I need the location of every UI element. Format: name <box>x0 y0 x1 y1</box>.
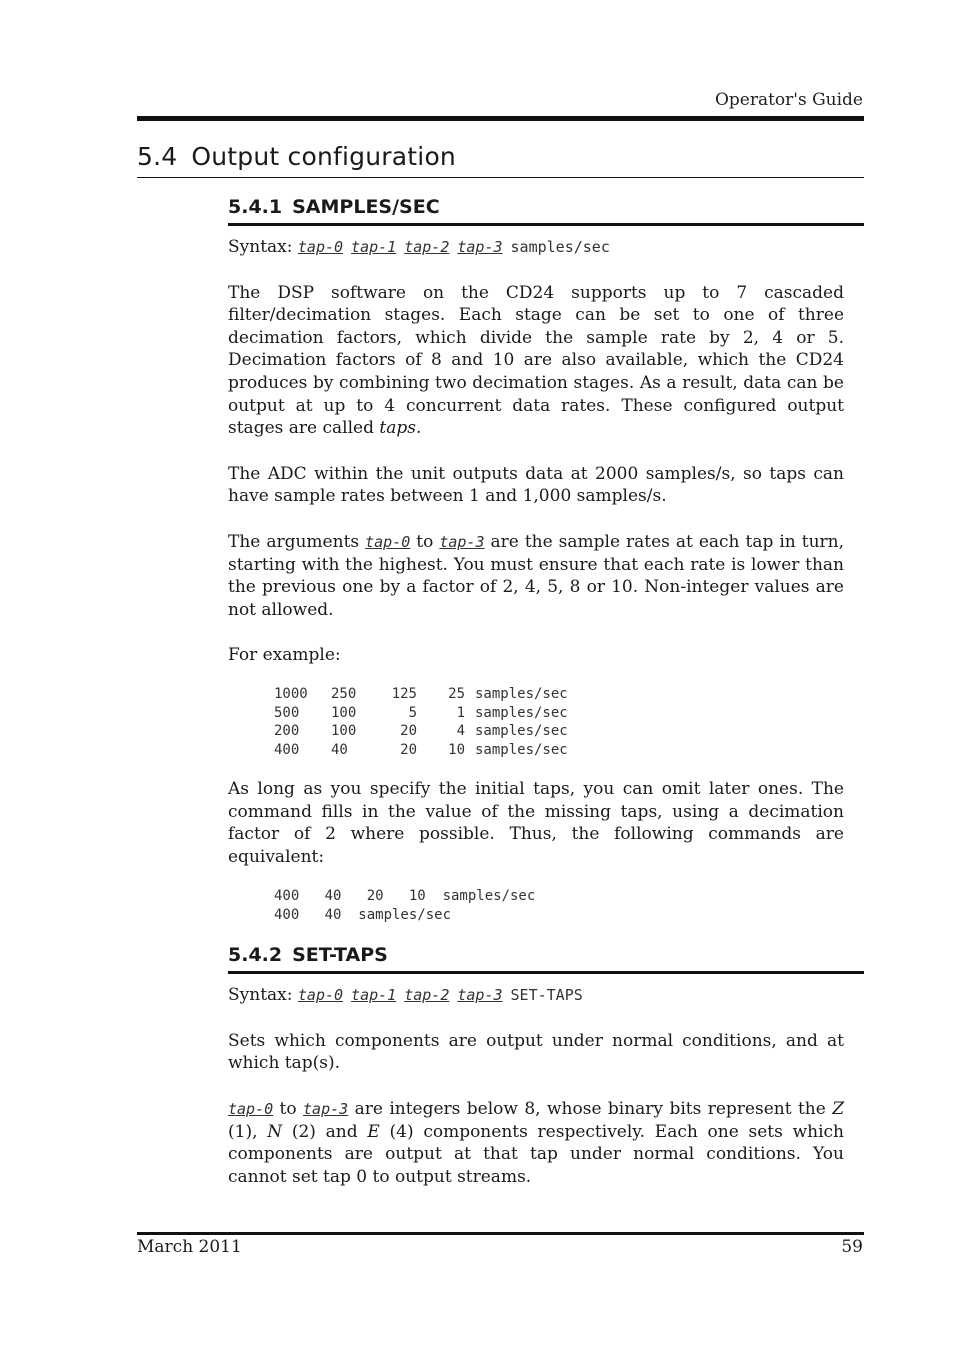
syntax-line-samples-sec <box>228 236 844 259</box>
section-number: 5.4 <box>137 142 178 171</box>
paragraph-dsp-taps <box>228 282 844 440</box>
equivalent-commands <box>274 887 844 924</box>
example-cell: samples/sec <box>475 723 568 740</box>
header-rule <box>137 116 864 121</box>
arg-tap-2: tap-2 <box>404 986 450 1005</box>
footer-page-number: 59 <box>841 1237 863 1257</box>
subsection-number: 5.4.1 <box>228 196 283 218</box>
command-name: samples/sec <box>510 238 610 256</box>
section-rule <box>137 177 864 178</box>
emphasis-taps: taps <box>379 418 416 439</box>
example-cell: 500 <box>274 704 300 721</box>
arg-tap-0: tap-0 <box>297 238 344 256</box>
paragraph-adc-rate: The ADC within the unit outputs data at 2000 samples/s, so taps can have sample rates between 1 and 1,000 samples/s. <box>228 463 844 507</box>
code-line: 400 40 samples/sec <box>274 906 452 923</box>
example-cell: 1 <box>456 704 465 721</box>
example-cell: 20 <box>400 723 417 740</box>
running-header-title: Operator's Guide <box>714 90 863 110</box>
arg-tap-3: tap-3 <box>457 238 503 256</box>
arg-tap-3: tap-3 <box>457 986 503 1005</box>
example-cell: 250 <box>331 686 357 703</box>
command-name: SET-TAPS <box>510 986 583 1005</box>
paragraph-text: The DSP software on the CD24 supports up to 7 cascaded filter/decimation stages. Each stage can be set to one of three decimation factors, which divide the sample rate by 2, 4 or 5. Decimation factors of 8 and 10 are also available, which the CD24 produces by combining two decimation stages. As a result, data can be output at up to 4 concurrent data rates. These configured output stages are called <box>228 282 844 439</box>
arg-tap-1: tap-1 <box>351 238 397 256</box>
component-z: Z <box>832 1099 844 1120</box>
code-line: 400 40 20 10 samples/sec <box>274 888 536 905</box>
arg-tap-1: tap-1 <box>351 986 397 1005</box>
arg-tap-2: tap-2 <box>404 238 450 256</box>
syntax-label: Syntax: <box>228 985 293 1006</box>
example-cell: 25 <box>448 686 465 703</box>
example-table <box>274 685 568 759</box>
subsection-heading-set-taps <box>228 944 864 974</box>
footer-rule <box>137 1232 864 1235</box>
paragraph-text: are integers below 8, whose binary bits represent the <box>348 1099 833 1120</box>
example-cell: 1000 <box>274 686 308 703</box>
paragraph-text: (1), <box>228 1121 268 1142</box>
example-cell: samples/sec <box>475 741 568 758</box>
example-cell: 100 <box>331 723 357 740</box>
example-row <box>274 740 568 759</box>
example-row <box>274 722 568 741</box>
example-row <box>274 703 568 722</box>
paragraph-text: (4) components respectively. Each one sets which components are output at that tap under normal conditions. You cannot set tap 0 to output streams. <box>228 1121 844 1187</box>
paragraph-text: . <box>415 418 422 439</box>
component-n: N <box>267 1121 283 1142</box>
example-cell: 125 <box>391 686 417 703</box>
syntax-label: Syntax: <box>228 237 293 257</box>
example-cell: 400 <box>274 741 300 758</box>
arg-tap-3: tap-3 <box>439 532 485 551</box>
example-cell: 4 <box>456 723 465 740</box>
example-row <box>274 685 568 704</box>
paragraph-arguments <box>228 531 844 621</box>
syntax-line-set-taps <box>228 984 844 1007</box>
example-cell: samples/sec <box>475 704 568 721</box>
arg-tap-0: tap-0 <box>365 532 411 551</box>
component-e: E <box>367 1121 380 1142</box>
example-cell: 40 <box>331 741 348 758</box>
paragraph-text: to <box>410 531 440 552</box>
section-title: Output configuration <box>191 142 456 171</box>
paragraph-text: The arguments <box>228 531 366 552</box>
paragraph-text: to <box>273 1099 304 1120</box>
subsection-heading-samples-sec <box>228 196 864 226</box>
section-heading <box>137 142 456 171</box>
example-cell: 10 <box>448 741 465 758</box>
paragraph-for-example: For example: <box>228 645 341 666</box>
arg-tap-0: tap-0 <box>228 1100 274 1119</box>
example-cell: 200 <box>274 723 300 740</box>
paragraph-set-taps-bits <box>228 1098 844 1188</box>
example-cell: samples/sec <box>475 686 568 703</box>
arg-tap-3: tap-3 <box>303 1100 349 1119</box>
subsection-title: SET-TAPS <box>292 944 388 967</box>
footer-date: March 2011 <box>137 1237 242 1257</box>
example-cell: 20 <box>400 741 417 758</box>
subsection-number: 5.4.2 <box>228 944 283 967</box>
page-content <box>228 196 844 1188</box>
arg-tap-0: tap-0 <box>297 986 344 1005</box>
paragraph-text: (2) and <box>282 1121 368 1142</box>
paragraph-omit-taps: As long as you specify the initial taps, you can omit later ones. The command fills in the value of the missing taps, using a decimation factor of 2 where possible. Thus, the following commands are equivalent: <box>228 778 844 867</box>
example-cell: 5 <box>408 704 417 721</box>
example-cell: 100 <box>331 704 357 721</box>
subsection-title: SAMPLES/SEC <box>292 196 440 218</box>
paragraph-set-taps-desc: Sets which components are output under normal conditions, and at which tap(s). <box>228 1030 844 1074</box>
paragraph-text: are the sample rates at each tap in turn, starting with the highest. You must ensure that each rate is lower than the previous one by a factor of 2, 4, 5, 8 or 10. Non-integer values are not allowed. <box>228 531 844 620</box>
